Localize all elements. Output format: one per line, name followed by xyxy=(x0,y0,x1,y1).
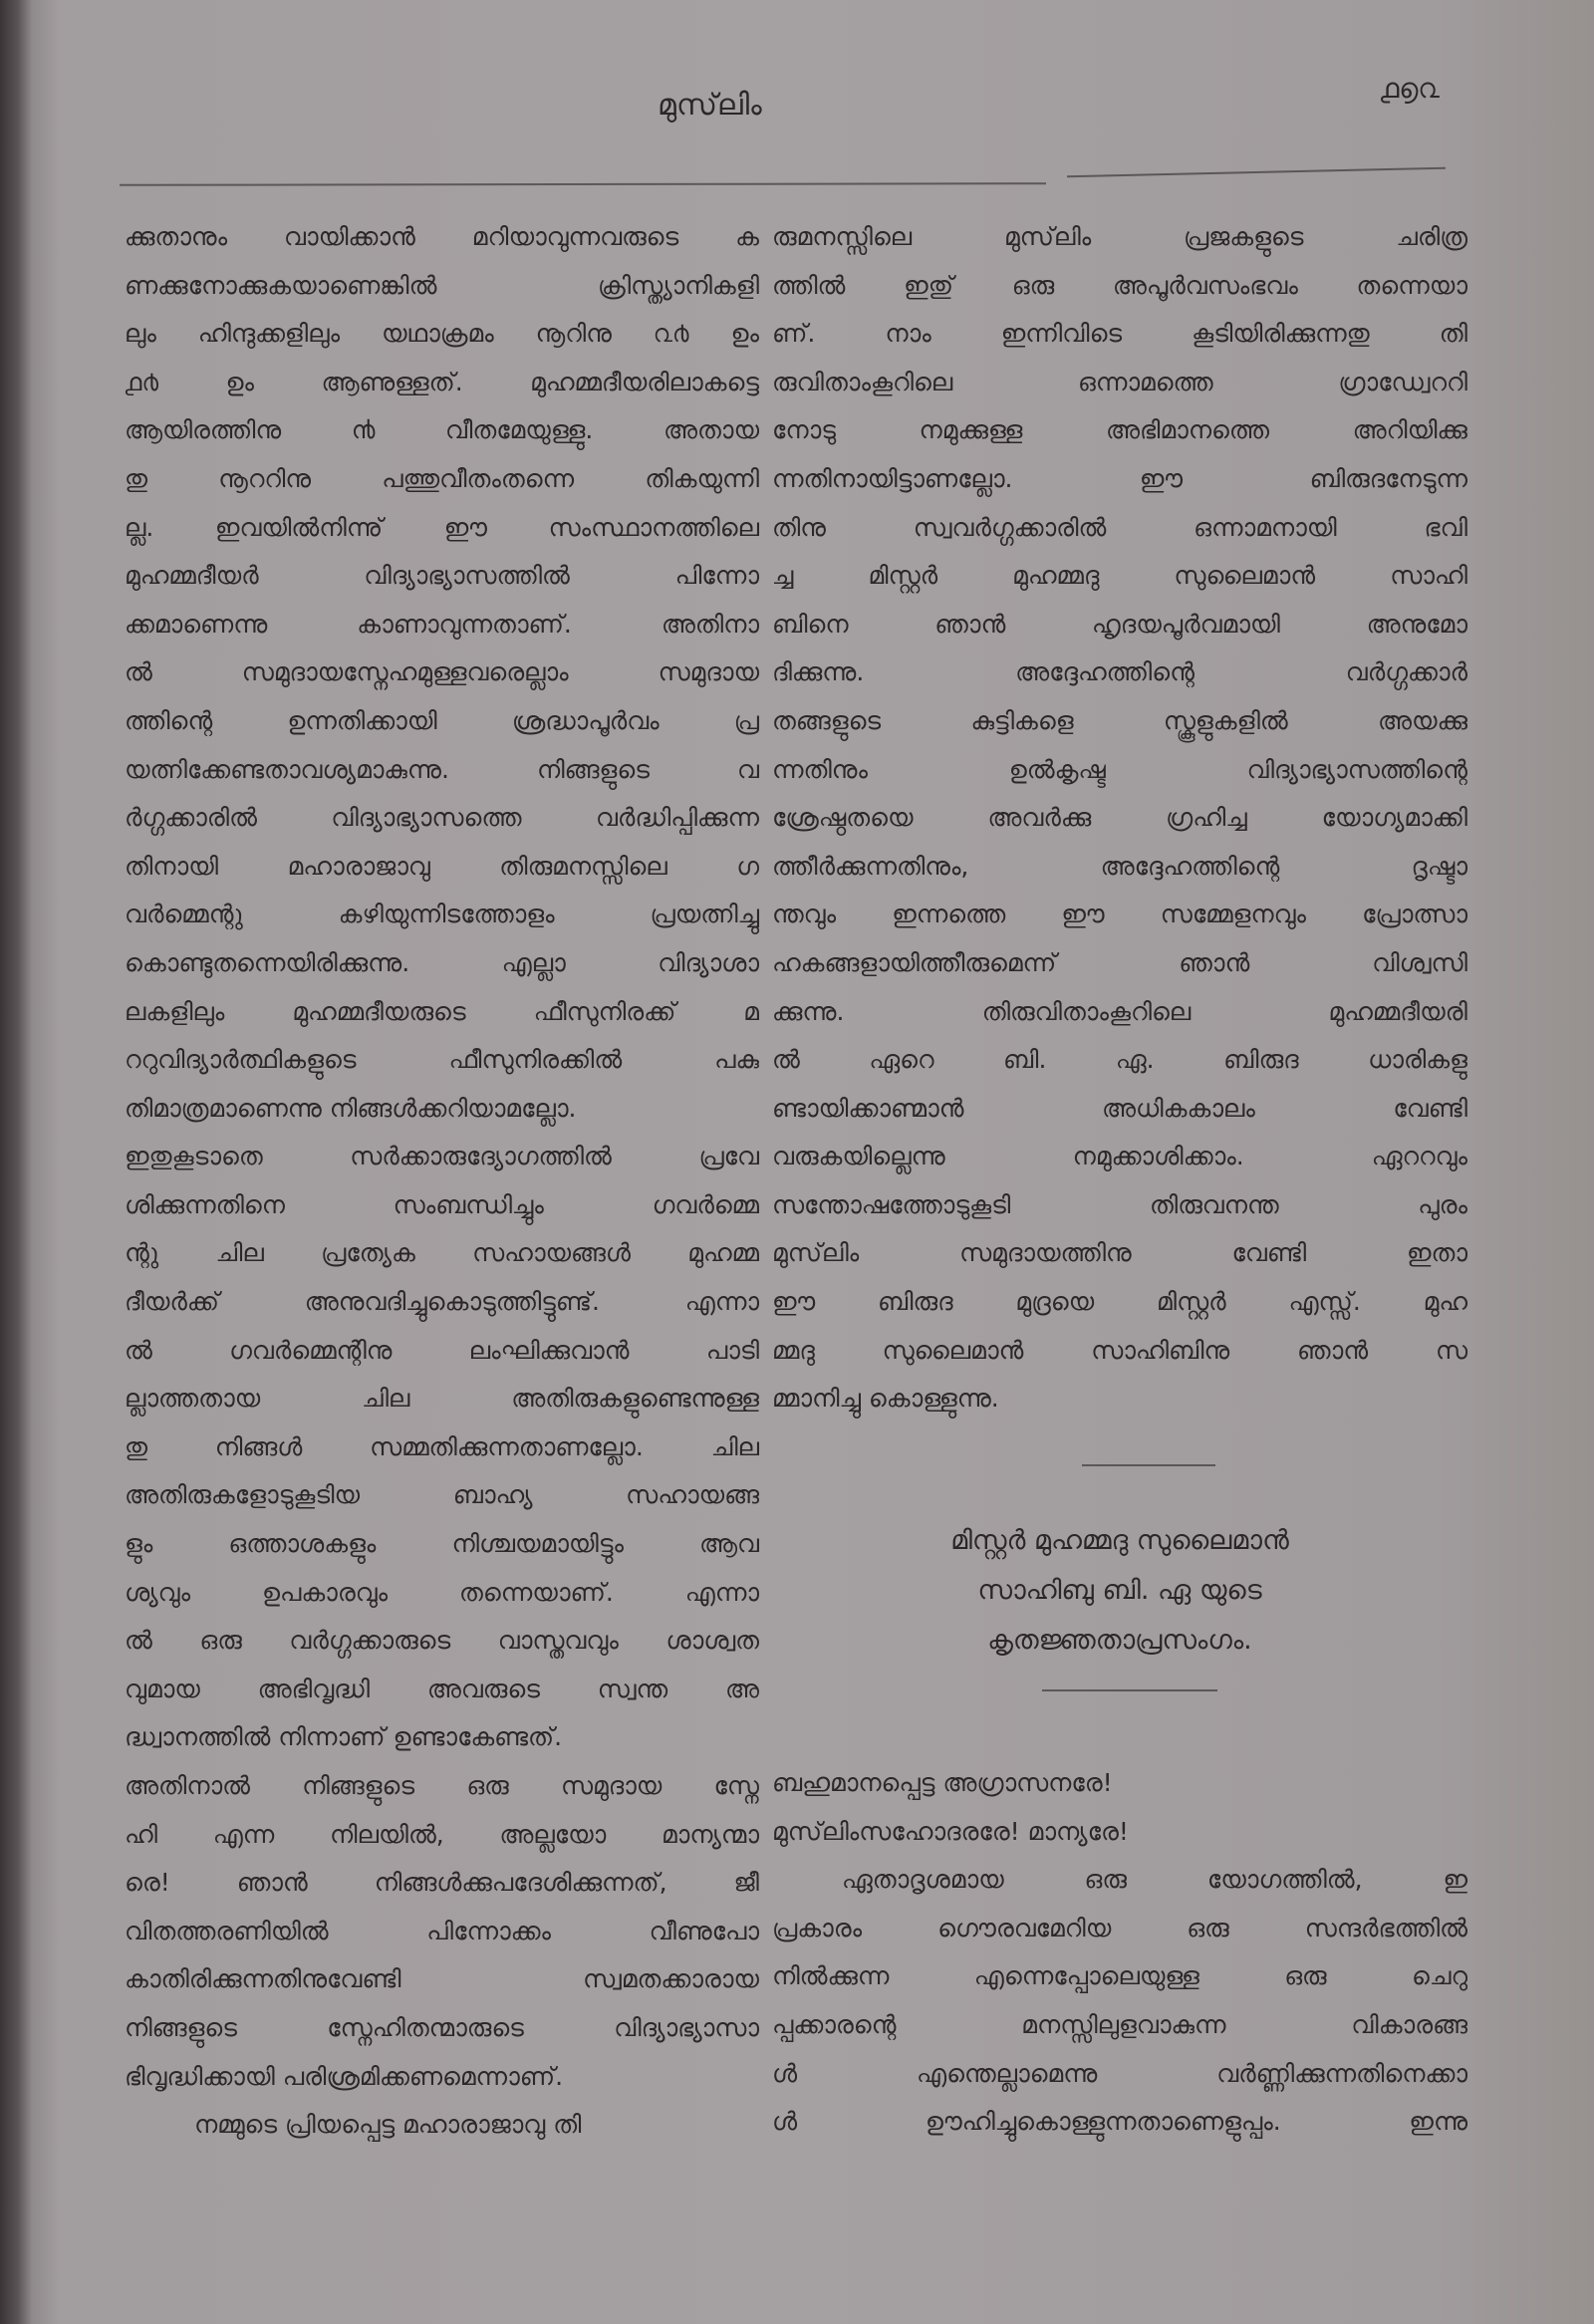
text-line: സന്തോഷത്തോടുകൂടി തിരുവനന്ത പുരം xyxy=(772,1189,1467,1219)
text-line: രുവിതാംകൂറിലെ ഒന്നാമത്തെ ഗ്രാഡ്വേററി xyxy=(772,367,1467,396)
text-line: അതിനാൽ നിങ്ങളുടെ ഒരു സമുദായ സ്നേ xyxy=(125,1771,759,1800)
heading-line: സാഹിബു ബി. ഏ യുടെ xyxy=(977,1575,1262,1606)
text-line: ന്നതിനും ഉൽകൃഷ്ട വിദ്യാഭ്യാസത്തിന്റെ xyxy=(772,754,1467,784)
text-line: ദീയർക്ക് അനുവദിച്ചുകൊടുത്തിട്ടുണ്ട്. എന്നാ xyxy=(125,1287,759,1317)
text-line: വർമ്മെന്റു കഴിയുന്നിടത്തോളം പ്രയത്നിച്ചു xyxy=(125,900,759,929)
text-line: യത്നിക്കേണ്ടതാവശ്യമാകുന്നു. നിങ്ങളുടെ വ xyxy=(125,754,759,784)
text-line: നിങ്ങളുടെ സ്നേഹിതന്മാരുടെ വിദ്യാഭ്യാസാ xyxy=(125,2012,759,2042)
text-line: ഹകങ്ങളായിത്തീരുമെന്ന് ഞാൻ വിശ്വസി xyxy=(772,947,1467,977)
text-line: നോടു നമുക്കുള്ള അഭിമാനത്തെ അറിയിക്കു xyxy=(772,415,1467,445)
text-line: ർഗ്ഗക്കാരിൽ വിദ്യാഭ്യാസത്തെ വർദ്ധിപ്പിക്കുന്ന xyxy=(125,803,759,833)
text-line: ൽ ഗവർമ്മെന്റിനു ലംഘിക്കുവാൻ പാടി xyxy=(125,1335,759,1365)
text-line: ത്തിൽ ഇതു് ഒരു അപൂർവസംഭവം തന്നെയാ xyxy=(772,270,1467,300)
text-line: ളും ഒത്താശകളും നിശ്ചയമായിട്ടും ആവ xyxy=(125,1529,759,1559)
running-title: മുസ്‌ലിം xyxy=(658,88,762,123)
text-line: ഏതാദൃശമായ ഒരു യോഗത്തിൽ, ഇ xyxy=(842,1865,1467,1895)
text-line: ഹി എന്ന നിലയിൽ, അല്ലയോ മാന്യന്മാ xyxy=(125,1819,759,1849)
text-line: തിമാത്രമാണെന്നു നിങ്ങൾക്കറിയാമല്ലോ. xyxy=(125,1093,577,1123)
text-line: ൾ ഊഹിച്ചുകൊള്ളുന്നതാണെളുപ്പം. ഇന്നു xyxy=(772,2107,1467,2137)
text-line: വുമായ അഭിവൃദ്ധി അവരുടെ സ്വന്ത അ xyxy=(125,1674,759,1703)
text-line: തങ്ങളുടെ കുട്ടികളെ സ്കൂളുകളിൽ അയക്കു xyxy=(772,705,1467,735)
text-line: ണ്. നാം ഇന്നിവിടെ കൂടിയിരിക്കുന്നതു തി xyxy=(772,319,1467,349)
text-line: കൊണ്ടുതന്നെയിരിക്കുന്നു. എല്ലാ വിദ്യാശാ xyxy=(125,947,759,977)
text-line: ൽ ഒരു വർഗ്ഗക്കാരുടെ വാസ്തവവും ശാശ്വത xyxy=(125,1626,759,1656)
text-line: ൽ സമുദായസ്നേഹമുള്ളവരെല്ലാം സമുദായ xyxy=(125,657,759,687)
section-heading xyxy=(772,1516,1467,1666)
text-line: ക്കമാണെന്നു കാണാവുന്നതാണ്. അതിനാ xyxy=(125,609,759,639)
text-line: ഭിവൃദ്ധിക്കായി പരിശ്രമിക്കണമെന്നാണ്. xyxy=(125,2061,564,2091)
heading-line: കൃതജ്ഞതാപ്രസംഗം. xyxy=(987,1625,1252,1656)
text-line: ക്കുതാനും വായിക്കാൻ മറിയാവുന്നവരുടെ ക xyxy=(125,222,759,251)
text-line: മുസ്‌ലിംസഹോദരരേ! മാന്യരേ! xyxy=(772,1816,1129,1846)
text-line: വരുകയില്ലെന്നു നമുക്കാശിക്കാം. ഏററവും xyxy=(772,1142,1467,1171)
header-rule-left xyxy=(120,182,1046,186)
text-line: തു നൂററിനു പത്തുവീതംതന്നെ തികയുന്നി xyxy=(125,463,759,493)
text-line: ററുവിദ്യാർത്ഥികളുടെ ഫീസുനിരക്കിൽ പകു xyxy=(125,1045,759,1075)
text-line: ന്നതിനായിട്ടാണല്ലോ. ഈ ബിരുദനേടുന്ന xyxy=(772,463,1467,493)
text-line: രെ! ഞാൻ നിങ്ങൾക്കുപദേശിക്കുന്നത്, ജീ xyxy=(125,1868,759,1898)
text-line: ക്കുന്നു. തിരുവിതാംകൂറിലെ മുഹമ്മദീയരി xyxy=(772,996,1467,1026)
text-line: മുഹമ്മദീയർ വിദ്യാഭ്യാസത്തിൽ പിന്നോ xyxy=(125,561,759,591)
text-line: രുമനസ്സിലെ മുസ്‌ലിം പ്രജകളുടെ ചരിത്ര xyxy=(772,222,1467,251)
text-line: പ്രകാരം ഗൌരവമേറിയ ഒരു സന്ദർഭത്തിൽ xyxy=(772,1913,1467,1942)
text-line: ബഹുമാനപ്പെട്ട അഗ്രാസനരേ! xyxy=(772,1768,1113,1797)
text-line: ഈ ബിരുദ മുദ്രയെ മിസ്റ്റർ എസ്സ്. മുഹ xyxy=(772,1287,1467,1317)
text-line: ദിക്കുന്നു. അദ്ദേഹത്തിന്റെ വർഗ്ഗക്കാർ xyxy=(772,657,1467,687)
text-line: മ്മദു സുലൈമാൻ സാഹിബിനു ഞാൻ സ xyxy=(772,1335,1467,1365)
text-line: മുസ്‌ലിം സമുദായത്തിനു വേണ്ടി ഇതാ xyxy=(772,1238,1467,1268)
text-line: മ്മാനിച്ചു കൊള്ളുന്നു. xyxy=(772,1384,999,1414)
text-line: തിനായി മഹാരാജാവു തിരുമനസ്സിലെ ഗ xyxy=(125,851,759,881)
heading-line: മിസ്റ്റർ മുഹമ്മദു സുലൈമാൻ xyxy=(950,1525,1289,1556)
text-line: ബിനെ ഞാൻ ഹൃദയപൂർവമായി അനുമോ xyxy=(772,609,1467,639)
text-line: തു നിങ്ങൾ സമ്മതിക്കുന്നതാണല്ലോ. ചില xyxy=(125,1431,759,1461)
speech-text xyxy=(772,1759,1467,2147)
text-line: ല്ല. ഇവയിൽനിന്നു് ഈ സംസ്ഥാനത്തിലെ xyxy=(125,512,759,542)
text-line: ശ്രേഷ്ഠതയെ അവർക്കു ഗ്രഹിച്ച യോഗ്യമാക്കി xyxy=(772,803,1467,833)
section-rule-bottom xyxy=(1042,1689,1217,1691)
right-column xyxy=(772,213,1467,1423)
text-line: പ്പക്കാരന്റെ മനസ്സിലുളവാകുന്ന വികാരങ്ങ xyxy=(772,2009,1467,2039)
text-line: ച്ച മിസ്റ്റർ മുഹമ്മദു സുലൈമാൻ സാഹി xyxy=(772,561,1467,591)
text-line: ത്തീർക്കുന്നതിനും, അദ്ദേഹത്തിന്റെ ദൃഷ്ടാ xyxy=(772,851,1467,881)
text-line: ആയിരത്തിനു ൯ വീതമേയുള്ളു. അതായ xyxy=(125,415,759,445)
page-number: ൧൭൨ xyxy=(1380,72,1440,105)
section-rule-top xyxy=(1082,1464,1215,1466)
text-line: ൽ ഏറെ ബി. ഏ. ബിരുദ ധാരികളു xyxy=(772,1045,1467,1075)
text-line: ന്റു ചില പ്രത്യേക സഹായങ്ങൾ മുഹമ്മ xyxy=(125,1238,759,1268)
text-line: ൾ എന്തെല്ലാമെന്നു വർണ്ണിക്കുന്നതിനെക്കാ xyxy=(772,2058,1467,2088)
text-line: ൧൪ ഉം ആണുള്ളത്. മുഹമ്മദീയരിലാകട്ടെ xyxy=(125,367,759,396)
text-line: ത്തിന്റെ ഉന്നതിക്കായി ശ്രദ്ധാപൂർവം പ്ര xyxy=(125,705,759,735)
text-line: വിതത്തരണിയിൽ പിന്നോക്കം വീണുപോ xyxy=(125,1916,759,1945)
text-line: ഇതുകൂടാതെ സർക്കാരുദ്യോഗത്തിൽ പ്രവേ xyxy=(125,1142,759,1171)
text-line: ണക്കുനോക്കുകയാണെങ്കിൽ ക്രിസ്ത്യാനികളി xyxy=(125,270,759,300)
text-line: ശ്യവും ഉപകാരവും തന്നെയാണ്. എന്നാ xyxy=(125,1577,759,1607)
text-line: ണ്ടായിക്കാണ്മാൻ അധികകാലം വേണ്ടി xyxy=(772,1093,1467,1123)
text-line: ദ്ധ്വാനത്തിൽ നിന്നാണ് ഉണ്ടാകേണ്ടത്. xyxy=(125,1722,563,1752)
left-column xyxy=(125,213,759,2150)
text-line: നിൽക്കുന്ന എന്നെപ്പോലെയുള്ള ഒരു ചെറു xyxy=(772,1961,1467,1991)
header-rule-right xyxy=(1067,167,1446,178)
text-line: അതിരുകളോടുകൂടിയ ബാഹ്യ സഹായങ്ങ xyxy=(125,1480,759,1510)
text-line: ല്ലാത്തതായ ചില അതിരുകളുണ്ടെന്നുള്ള xyxy=(125,1384,759,1414)
text-line: നമ്മുടെ പ്രിയപ്പെട്ട മഹാരാജാവു തി xyxy=(194,2110,582,2140)
text-line: ലകളിലും മുഹമ്മദീയരുടെ ഫീസുനിരക്ക് മ xyxy=(125,996,759,1026)
text-line: ശിക്കുന്നതിനെ സംബന്ധിച്ചും ഗവർമ്മെ xyxy=(125,1189,759,1219)
text-line: ലും ഹിന്ദുക്കളിലും യഥാക്രമം നൂറിനു ൨൪ ഉം xyxy=(125,319,759,349)
text-line: കാതിരിക്കുന്നതിനുവേണ്ടി സ്വമതക്കാരായ xyxy=(125,1964,759,1994)
text-line: ന്തവും ഇന്നത്തെ ഈ സമ്മേളനവും പ്രോത്സാ xyxy=(772,900,1467,929)
text-line: തിനു സ്വവർഗ്ഗക്കാരിൽ ഒന്നാമനായി ഭവി xyxy=(772,512,1467,542)
